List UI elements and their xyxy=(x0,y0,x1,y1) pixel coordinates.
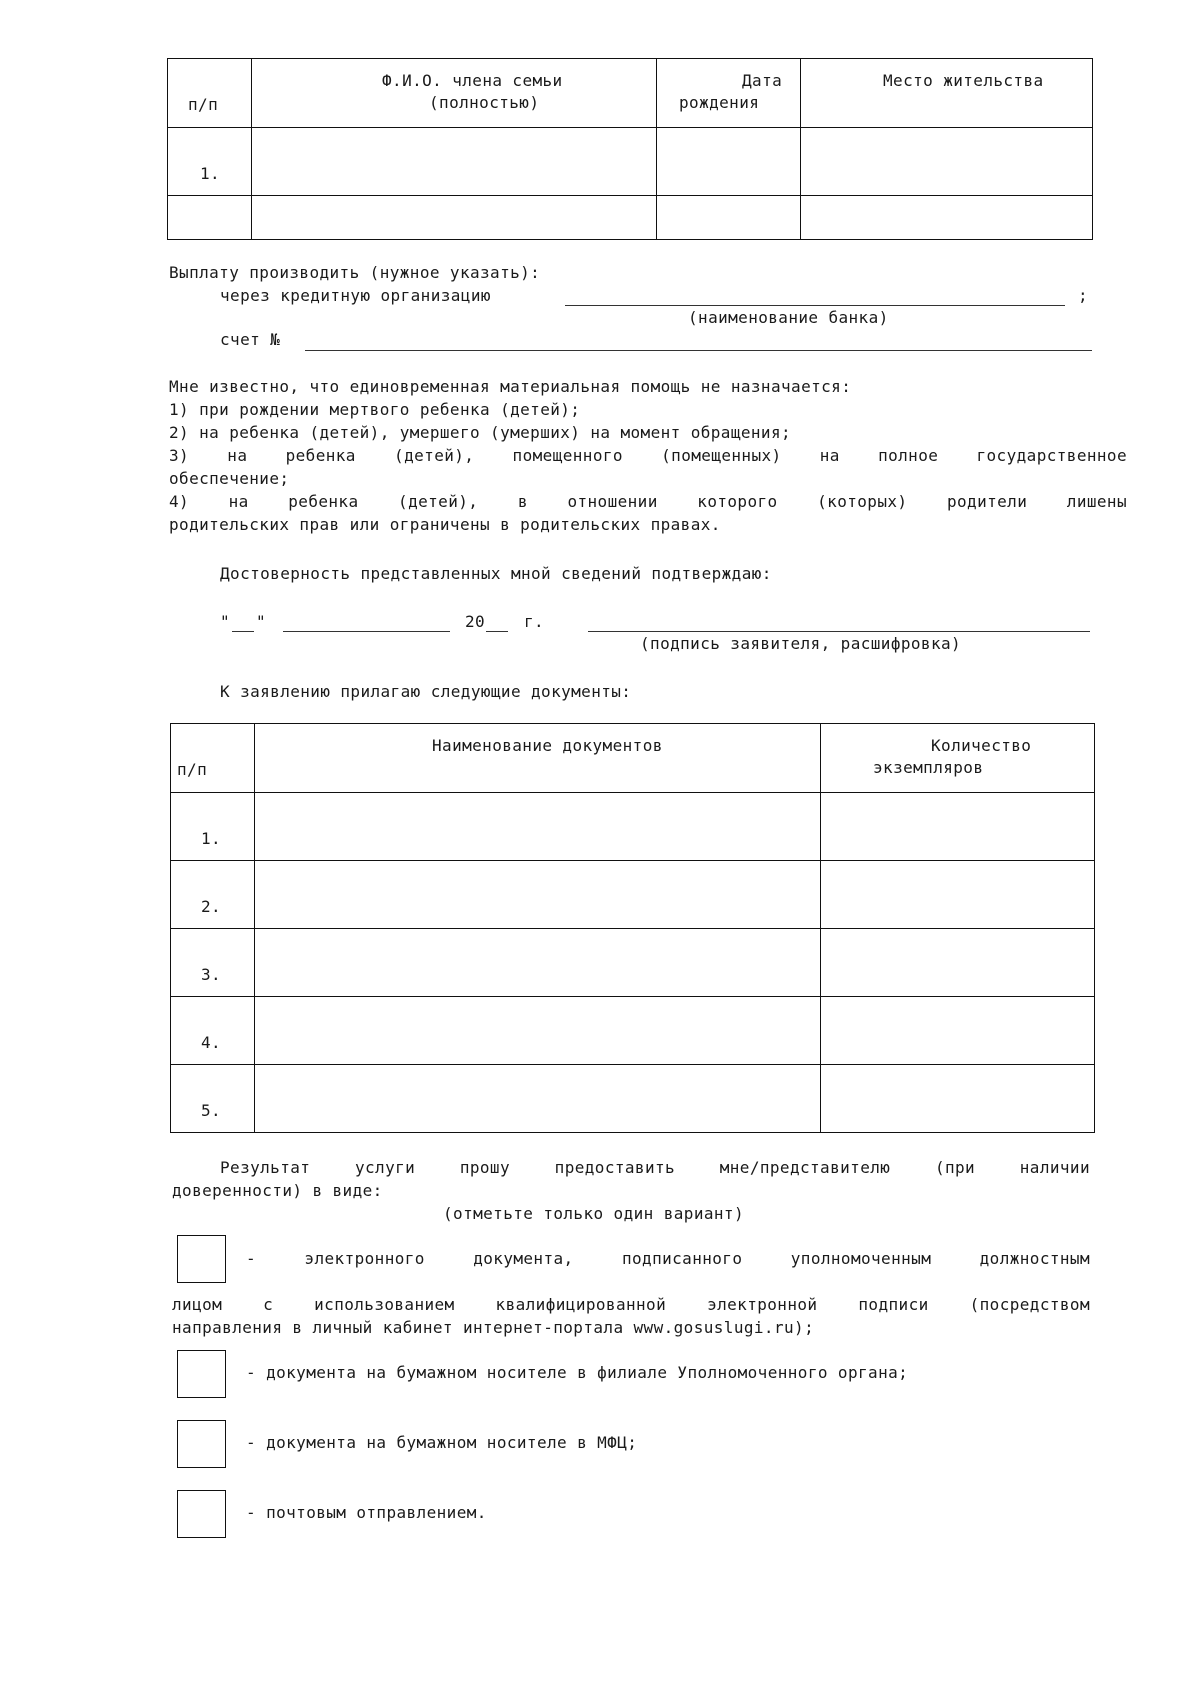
date-month-field[interactable] xyxy=(283,631,450,632)
payment-heading: Выплату производить (нужное указать): xyxy=(169,263,541,282)
date-year-field[interactable] xyxy=(486,631,508,632)
family-residence-cell[interactable] xyxy=(801,128,1093,196)
confirmation-text: Достоверность представленных мной сведений подтверждаю: xyxy=(220,564,772,583)
date-quote-close: " xyxy=(256,612,267,631)
year-prefix: 20 xyxy=(465,612,486,631)
documents-table-header-row xyxy=(171,724,1095,793)
year-suffix: г. xyxy=(524,612,545,631)
document-name-cell[interactable] xyxy=(255,1065,821,1133)
notice-item-3-continued: обеспечение; xyxy=(169,469,290,488)
row-number: 5. xyxy=(201,1101,222,1120)
column-header-number: п/п xyxy=(177,760,208,779)
option-post-checkbox[interactable] xyxy=(177,1490,226,1538)
column-header-number: п/п xyxy=(188,95,219,114)
document-quantity-cell[interactable] xyxy=(821,997,1095,1065)
option-paper-branch-label: - документа на бумажном носителе в филиале Уполномоченного органа; xyxy=(246,1363,909,1382)
family-name-cell[interactable] xyxy=(252,128,657,196)
family-birth-cell[interactable] xyxy=(657,128,801,196)
document-name-cell[interactable] xyxy=(255,861,821,929)
column-header-quantity-line2: экземпляров xyxy=(873,758,984,777)
document-name-cell[interactable] xyxy=(255,793,821,861)
document-name-cell[interactable] xyxy=(255,997,821,1065)
family-name-cell[interactable] xyxy=(252,196,657,240)
family-residence-cell[interactable] xyxy=(801,196,1093,240)
family-members-table xyxy=(167,58,1093,240)
document-quantity-cell[interactable] xyxy=(821,929,1095,997)
table-row xyxy=(171,997,1095,1065)
column-header-document-name: Наименование документов xyxy=(432,736,663,755)
column-header-full-name: Ф.И.О. члена семьи xyxy=(382,71,563,90)
signature-field[interactable] xyxy=(588,631,1090,632)
bank-label: через кредитную организацию xyxy=(220,286,491,305)
table-row xyxy=(171,793,1095,861)
table-row xyxy=(168,128,1093,196)
table-row xyxy=(171,861,1095,929)
notice-item-4-continued: родительских прав или ограничены в родительских правах. xyxy=(169,515,721,534)
option-post-label: - почтовым отправлением. xyxy=(246,1503,487,1522)
notice-item-1: 1) при рождении мертвого ребенка (детей); xyxy=(169,400,581,419)
bank-line-end: ; xyxy=(1078,286,1089,305)
column-header-birth-date: Дата xyxy=(742,71,783,90)
date-quote-open: " xyxy=(220,612,231,631)
option-electronic-label-line3: направления в личный кабинет интернет-портала www.gosuslugi.ru); xyxy=(172,1318,815,1337)
family-table-header-row xyxy=(168,59,1093,128)
account-label: счет № xyxy=(220,330,281,349)
documents-table xyxy=(170,723,1095,1133)
result-request-text: Результат услуги прошу предоставить мне/представителю (при наличии xyxy=(220,1158,1090,1177)
column-header-quantity: Количество xyxy=(931,736,1032,755)
notice-item-3: 3) на ребенка (детей), помещенного (помещенных) на полное государственное xyxy=(169,446,1127,465)
document-quantity-cell[interactable] xyxy=(821,1065,1095,1133)
result-hint: (отметьте только один вариант) xyxy=(443,1204,744,1223)
option-paper-mfc-label: - документа на бумажном носителе в МФЦ; xyxy=(246,1433,638,1452)
date-day-field[interactable] xyxy=(232,631,254,632)
result-request-text-continued: доверенности) в виде: xyxy=(172,1181,383,1200)
family-birth-cell[interactable] xyxy=(657,196,801,240)
row-number: 2. xyxy=(201,897,222,916)
option-paper-mfc-checkbox[interactable] xyxy=(177,1420,226,1468)
option-electronic-label-line2: лицом с использованием квалифицированной электронной подписи (посредством xyxy=(172,1295,1090,1314)
bank-caption: (наименование банка) xyxy=(688,308,889,327)
document-quantity-cell[interactable] xyxy=(821,861,1095,929)
column-header-residence: Место жительства xyxy=(883,71,1044,90)
attachments-intro: К заявлению прилагаю следующие документы: xyxy=(220,682,632,701)
notice-item-2: 2) на ребенка (детей), умершего (умерших) на момент обращения; xyxy=(169,423,792,442)
column-header-birth-date-line2: рождения xyxy=(679,93,760,112)
row-number: 4. xyxy=(201,1033,222,1052)
notice-intro: Мне известно, что единовременная материальная помощь не назначается: xyxy=(169,377,852,396)
option-paper-branch-checkbox[interactable] xyxy=(177,1350,226,1398)
account-number-field[interactable] xyxy=(305,350,1092,351)
document-name-cell[interactable] xyxy=(255,929,821,997)
row-number: 3. xyxy=(201,965,222,984)
document-quantity-cell[interactable] xyxy=(821,793,1095,861)
row-number: 1. xyxy=(200,164,221,183)
row-number: 1. xyxy=(201,829,222,848)
bank-name-field[interactable] xyxy=(565,305,1065,306)
option-electronic-checkbox[interactable] xyxy=(177,1235,226,1283)
column-header-full-name-note: (полностью) xyxy=(429,93,540,112)
notice-item-4: 4) на ребенка (детей), в отношении которого (которых) родители лишены xyxy=(169,492,1127,511)
option-electronic-label: - электронного документа, подписанного уполномоченным должностным xyxy=(246,1249,1090,1268)
table-row xyxy=(171,929,1095,997)
table-row xyxy=(171,1065,1095,1133)
table-row xyxy=(168,196,1093,240)
signature-caption: (подпись заявителя, расшифровка) xyxy=(640,634,962,653)
